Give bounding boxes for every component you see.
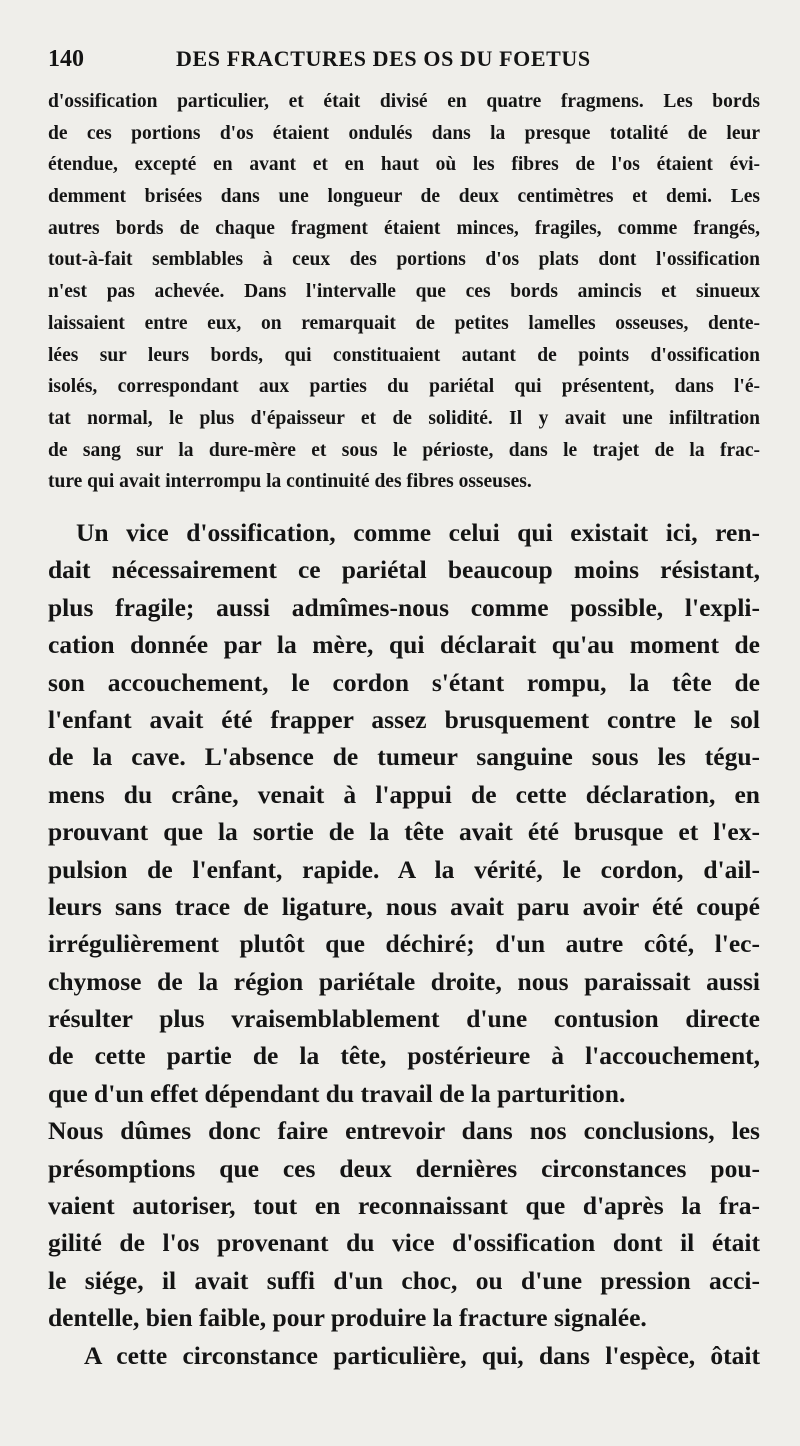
text-line: d'ossification particulier, et était divisé en quatre fragmens. Les bords <box>48 91 760 112</box>
text-line: que d'un effet dépendant du travail de la parturition. <box>48 1078 626 1108</box>
text-line: le siége, il avait suffi d'un choc, ou d'une pression acci- <box>48 1265 760 1295</box>
paragraph-small-print <box>48 86 760 498</box>
text-line: Nous dûmes donc faire entrevoir dans nos conclusions, les <box>48 1116 760 1146</box>
text-line: résulter plus vraisemblablement d'une contusion directe <box>48 1004 760 1034</box>
text-line: de sang sur la dure-mère et sous le périoste, dans le trajet de la frac- <box>48 439 760 461</box>
text-line: ture qui avait interrompu la continuité des fibres osseuses. <box>48 471 532 493</box>
text-line: étendue, excepté en avant et en haut où les fibres de l'os étaient évi- <box>48 154 760 176</box>
text-line: de la cave. L'absence de tumeur sanguine sous les tégu- <box>48 742 760 772</box>
text-line: gilité de l'os provenant du vice d'ossification dont il était <box>48 1228 760 1258</box>
text-line: dentelle, bien faible, pour produire la fracture signalée. <box>48 1303 647 1333</box>
text-line: tat normal, le plus d'épaisseur et de solidité. Il y avait une infiltration <box>48 407 760 429</box>
text-line: n'est pas achevée. Dans l'intervalle que ces bords amincis et sinueux <box>48 281 760 303</box>
text-line: pulsion de l'enfant, rapide. A la vérité, le cordon, d'ail- <box>48 854 760 884</box>
text-line: vaient autoriser, tout en reconnaissant que d'après la fra- <box>48 1191 760 1221</box>
text-line: A cette circonstance particulière, qui, dans l'espèce, ôtait <box>84 1340 760 1370</box>
text-line: plus fragile; aussi admîmes-nous comme possible, l'expli- <box>48 592 760 622</box>
text-line: de ces portions d'os étaient ondulés dans la presque totalité de leur <box>48 122 760 144</box>
text-line: irrégulièrement plutôt que déchiré; d'un autre côté, l'ec- <box>48 929 760 959</box>
text-line: de cette partie de la tête, postérieure à l'accouchement, <box>48 1041 760 1071</box>
text-line: mens du crâne, venait à l'appui de cette déclaration, en <box>48 779 760 809</box>
text-line: leurs sans trace de ligature, nous avait paru avoir été coupé <box>48 891 760 921</box>
text-line: lées sur leurs bords, qui constituaient autant de points d'ossification <box>48 344 760 366</box>
text-line: demment brisées dans une longueur de deux centimètres et demi. Les <box>48 186 760 208</box>
running-title: DES FRACTURES DES OS DU FOETUS <box>176 46 591 71</box>
text-line: l'enfant avait été frapper assez brusquement contre le sol <box>48 704 760 734</box>
running-head <box>48 44 768 78</box>
page-number: 140 <box>48 46 84 72</box>
text-line: cation donnée par la mère, qui déclarait qu'au moment de <box>48 630 760 660</box>
paragraph-large-print <box>48 514 760 1374</box>
text-line: son accouchement, le cordon s'étant rompu, la tête de <box>48 667 760 697</box>
text-line: autres bords de chaque fragment étaient minces, fragiles, comme frangés, <box>48 217 760 239</box>
text-line: Un vice d'ossification, comme celui qui existait ici, ren- <box>76 518 760 547</box>
text-line: dait nécessairement ce pariétal beaucoup moins résistant, <box>48 555 760 585</box>
text-line: isolés, correspondant aux parties du pariétal qui présentent, dans l'é- <box>48 376 760 398</box>
text-line: tout-à-fait semblables à ceux des portions d'os plats dont l'ossification <box>48 249 760 271</box>
text-line: laissaient entre eux, on remarquait de petites lamelles osseuses, dente- <box>48 312 760 334</box>
text-line: chymose de la région pariétale droite, nous paraissait aussi <box>48 966 760 996</box>
text-line: prouvant que la sortie de la tête avait été brusque et l'ex- <box>48 817 760 847</box>
text-line: présomptions que ces deux dernières circonstances pou- <box>48 1153 760 1183</box>
